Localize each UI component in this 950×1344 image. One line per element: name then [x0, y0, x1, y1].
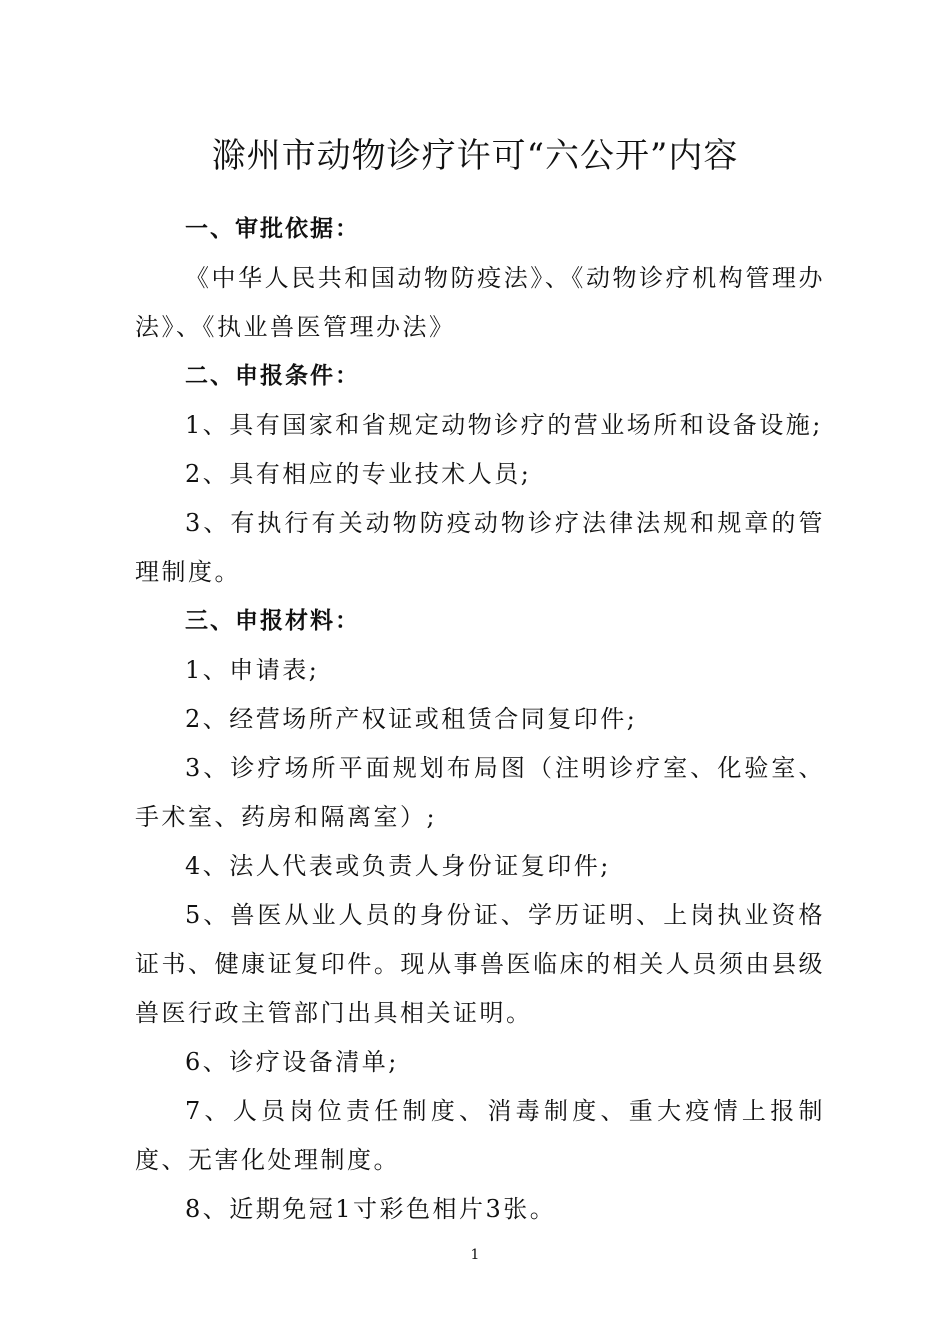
material-item-6: 6、诊疗设备清单; [185, 1048, 399, 1076]
condition-item-1: 1、具有国家和省规定动物诊疗的营业场所和设备设施; [185, 411, 823, 439]
section-heading-basis: 一、审批依据： [185, 216, 360, 242]
material-item-7: 7、人员岗位责任制度、消毒制度、重大疫情上报制度、无害化处理制度。 [135, 1097, 825, 1174]
section-heading-conditions: 二、申报条件： [185, 363, 360, 389]
basis-text: 《中华人民共和国动物防疫法》、《动物诊疗机构管理办法》、《执业兽医管理办法》 [135, 264, 825, 341]
condition-item-2: 2、具有相应的专业技术人员; [185, 460, 532, 488]
material-item-8: 8、近期免冠1寸彩色相片3张。 [185, 1195, 557, 1223]
material-item-3: 3、诊疗场所平面规划布局图（注明诊疗室、化验室、手术室、药房和隔离室）; [135, 754, 825, 831]
section-heading-materials: 三、申报材料： [185, 608, 360, 634]
material-item-4: 4、法人代表或负责人身份证复印件; [185, 852, 611, 880]
page-number: 1 [470, 1247, 480, 1263]
document-title: 滁州市动物诊疗许可“六公开”内容 [211, 136, 739, 176]
material-item-1: 1、申请表; [185, 656, 320, 684]
document-body [135, 205, 825, 1234]
condition-item-3: 3、有执行有关动物防疫动物诊疗法律法规和规章的管理制度。 [135, 509, 825, 586]
material-item-2: 2、经营场所产权证或租赁合同复印件; [185, 705, 638, 733]
material-item-5: 5、兽医从业人员的身份证、学历证明、上岗执业资格证书、健康证复印件。现从事兽医临床的相关人员须由县级兽医行政主管部门出具相关证明。 [135, 901, 825, 1027]
